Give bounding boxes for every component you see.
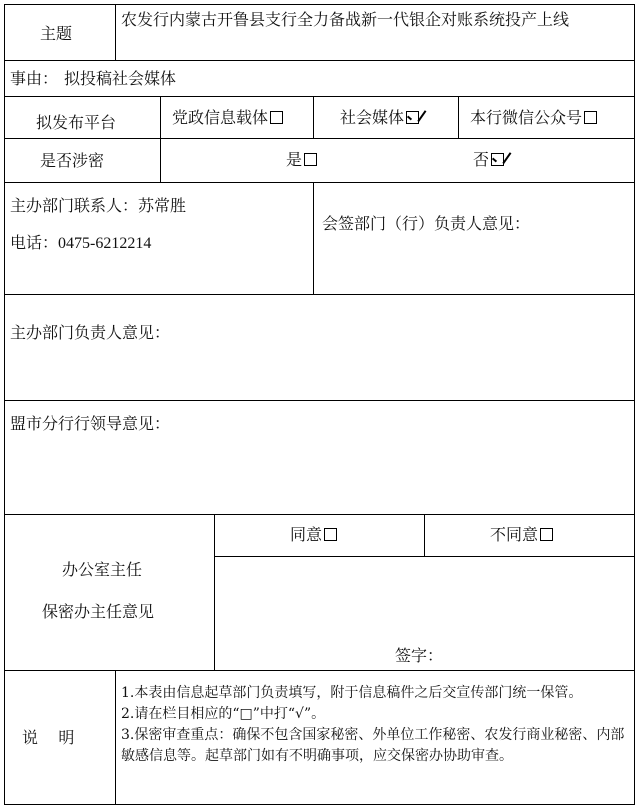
rule xyxy=(458,96,459,138)
option-label: 否 xyxy=(473,150,490,169)
option-label: 不同意 xyxy=(490,525,539,544)
rule xyxy=(4,400,635,401)
office-director-label: 办公室主任 xyxy=(62,560,143,579)
rule xyxy=(4,60,635,61)
rule xyxy=(160,96,161,182)
rule xyxy=(214,556,635,557)
contact-person xyxy=(10,194,186,218)
checkbox[interactable] xyxy=(584,111,597,124)
checkbox-checked[interactable] xyxy=(491,153,504,166)
signature-label: 签字： xyxy=(395,646,444,665)
notes-label: 说 明 xyxy=(22,728,75,747)
secrecy-director-label: 保密办主任意见 xyxy=(42,602,155,621)
secret-option-no[interactable] xyxy=(473,148,504,172)
host-opinion-label: 主办部门负责人意见： xyxy=(10,323,171,342)
contact-phone xyxy=(10,231,151,256)
platform-label: 拟发布平台 xyxy=(36,113,117,132)
notes-list xyxy=(121,683,631,767)
option-label: 党政信息载体 xyxy=(172,108,269,127)
rule xyxy=(4,294,635,295)
disagree-option[interactable] xyxy=(490,523,553,547)
rule xyxy=(115,670,116,804)
platform-option-wechat[interactable] xyxy=(470,106,597,130)
platform-option-social[interactable] xyxy=(340,106,419,130)
phone-label: 电话： xyxy=(10,233,59,252)
rule xyxy=(4,514,635,515)
note-item: 1.本表由信息起草部门负责填写，附于信息稿件之后交宣传部门统一保管。 xyxy=(121,685,583,701)
note-item: 3.保密审查重点：确保不包含国家秘密、外单位工作秘密、农发行商业秘密、内部敏感信息等。起草部门如有不明确事项，应交保密办协助审查。 xyxy=(121,727,625,764)
rule xyxy=(634,4,635,805)
rule xyxy=(313,96,314,138)
rule xyxy=(4,4,5,805)
note-item: 2.请在栏目相应的“□”中打“√”。 xyxy=(121,706,326,722)
rule xyxy=(424,514,425,556)
contact-label: 主办部门联系人： xyxy=(10,196,139,215)
contact-name: 苏常胜 xyxy=(138,196,187,215)
subject-value: 农发行内蒙古开鲁县支行全力备战新一代银企对账系统投产上线 xyxy=(121,10,570,29)
rule xyxy=(4,182,635,183)
rule xyxy=(4,670,635,671)
league-opinion-label: 盟市分行行领导意见： xyxy=(10,414,171,433)
checkbox-checked[interactable] xyxy=(406,111,419,124)
reason-label: 事由： xyxy=(10,69,59,88)
option-label: 是 xyxy=(286,150,303,169)
subject-label: 主题 xyxy=(40,24,73,43)
rule xyxy=(115,4,116,60)
platform-option-party[interactable] xyxy=(172,106,283,130)
checkbox[interactable] xyxy=(540,528,553,541)
checkbox[interactable] xyxy=(324,528,337,541)
option-label: 本行微信公众号 xyxy=(470,108,583,127)
rule xyxy=(4,96,635,97)
rule xyxy=(4,4,635,5)
cosign-opinion-label: 会签部门（行）负责人意见： xyxy=(322,214,531,233)
secret-option-yes[interactable] xyxy=(286,148,317,172)
checkbox[interactable] xyxy=(304,153,317,166)
reason-field xyxy=(10,67,176,91)
rule xyxy=(313,182,314,294)
rule xyxy=(4,804,635,805)
option-label: 社会媒体 xyxy=(340,108,405,127)
rule xyxy=(214,514,215,670)
agree-option[interactable] xyxy=(290,523,337,547)
rule xyxy=(4,138,635,139)
secret-label: 是否涉密 xyxy=(40,151,105,170)
reason-value: 拟投稿社会媒体 xyxy=(64,69,177,88)
option-label: 同意 xyxy=(290,525,323,544)
checkbox[interactable] xyxy=(270,111,283,124)
phone-value: 0475-6212214 xyxy=(58,235,152,252)
